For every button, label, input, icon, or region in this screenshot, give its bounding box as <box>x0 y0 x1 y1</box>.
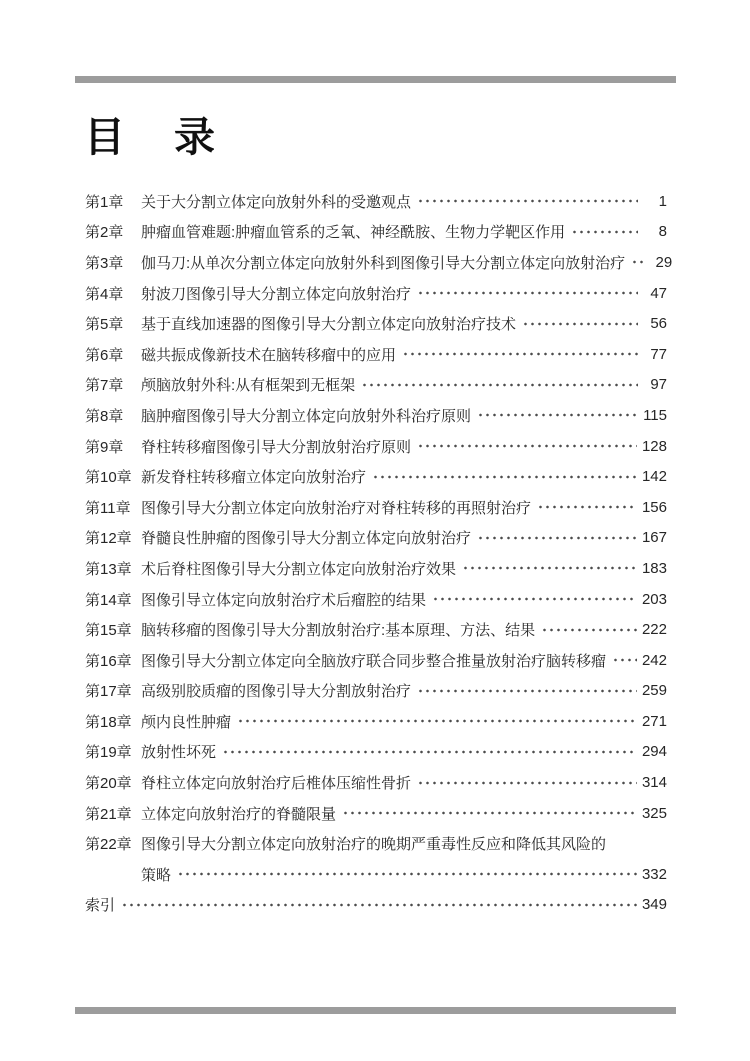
toc-entry <box>85 859 667 890</box>
toc-entry <box>85 247 673 278</box>
chapter-label: 第6章 <box>85 346 124 364</box>
chapter-label: 第1章 <box>85 193 124 211</box>
page-number: 156 <box>641 498 667 516</box>
chapter-label: 第8章 <box>85 407 124 425</box>
toc-entry <box>85 706 667 737</box>
chapter-title: 肿瘤血管难题:肿瘤血管系的乏氧、神经酰胺、生物力学靶区作用 <box>141 224 566 242</box>
chapter-label: 第5章 <box>85 316 124 334</box>
page-number: 203 <box>641 590 667 608</box>
dot-leader <box>417 286 638 300</box>
chapter-label: 第10章 <box>85 469 132 487</box>
toc-entry <box>85 737 667 768</box>
chapter-title: 图像引导立体定向放射治疗术后瘤腔的结果 <box>141 591 427 609</box>
dot-leader <box>417 684 637 698</box>
chapter-label: 第18章 <box>85 713 132 731</box>
dot-leader <box>402 347 638 361</box>
chapter-title: 颅内良性肿瘤 <box>141 713 232 731</box>
chapter-title: 高级别胶质瘤的图像引导大分割放射治疗 <box>141 683 412 701</box>
toc-entry <box>85 614 667 645</box>
dot-leader <box>432 592 637 606</box>
chapter-title: 脑肿瘤图像引导大分割立体定向放射外科治疗原则 <box>141 407 472 425</box>
dot-leader <box>121 898 637 912</box>
page-number: 77 <box>650 345 667 363</box>
toc-entry <box>85 461 667 492</box>
chapter-label: 第3章 <box>85 254 124 272</box>
bottom-rule <box>75 1007 676 1014</box>
toc-entry <box>85 400 667 431</box>
toc-entry <box>85 370 667 401</box>
page-number: 242 <box>641 651 667 669</box>
page-number: 222 <box>641 621 667 639</box>
chapter-label: 第7章 <box>85 377 124 395</box>
toc-entry <box>85 339 667 370</box>
chapter-label: 第14章 <box>85 591 132 609</box>
chapter-title: 关于大分割立体定向放射外科的受邀观点 <box>141 193 412 211</box>
dot-leader <box>417 439 637 453</box>
chapter-title: 放射性坏死 <box>141 744 217 762</box>
dot-leader <box>462 561 637 575</box>
toc-entry <box>85 308 667 339</box>
toc-entry <box>85 492 667 523</box>
chapter-label: 第2章 <box>85 224 124 242</box>
dot-leader <box>477 531 637 545</box>
dot-leader <box>361 378 638 392</box>
dot-leader <box>537 500 637 514</box>
page-number: 349 <box>641 896 667 914</box>
chapter-label: 第15章 <box>85 622 132 640</box>
page-number: 97 <box>650 376 667 394</box>
chapter-label: 第12章 <box>85 530 132 548</box>
dot-leader <box>417 776 637 790</box>
chapter-title: 图像引导大分割立体定向全脑放疗联合同步整合推量放射治疗脑转移瘤 <box>141 652 607 670</box>
chapter-label: 第9章 <box>85 438 124 456</box>
chapter-title-continuation: 策略 <box>141 866 172 884</box>
page-number: 1 <box>658 192 667 210</box>
toc-entry <box>85 767 667 798</box>
chapter-title: 脊柱转移瘤图像引导大分割放射治疗原则 <box>141 438 412 456</box>
dot-leader <box>237 714 637 728</box>
page-number: 47 <box>650 284 667 302</box>
chapter-title: 脊柱立体定向放射治疗后椎体压缩性骨折 <box>141 775 412 793</box>
toc-entry <box>85 584 667 615</box>
dot-leader <box>342 806 637 820</box>
page-number: 142 <box>641 468 667 486</box>
page-number: 128 <box>641 437 667 455</box>
chapter-title: 射波刀图像引导大分割立体定向放射治疗 <box>141 285 412 303</box>
toc-entry <box>85 431 667 462</box>
dot-leader <box>222 745 637 759</box>
chapter-label: 第19章 <box>85 744 132 762</box>
chapter-title: 颅脑放射外科:从有框架到无框架 <box>141 377 356 395</box>
dot-leader <box>612 653 637 667</box>
top-rule <box>75 76 676 83</box>
dot-leader <box>417 194 638 208</box>
page-number: 115 <box>643 406 667 424</box>
dot-leader <box>477 408 638 422</box>
page-number: 325 <box>641 804 667 822</box>
chapter-title: 基于直线加速器的图像引导大分割立体定向放射治疗技术 <box>141 316 517 334</box>
toc-entry <box>85 217 667 248</box>
chapter-label: 第21章 <box>85 805 132 823</box>
dot-leader <box>571 225 638 239</box>
chapter-title: 图像引导大分割立体定向放射治疗对脊柱转移的再照射治疗 <box>141 499 532 517</box>
page-number: 29 <box>655 253 673 271</box>
index-label: 索引 <box>85 897 116 915</box>
chapter-label: 第13章 <box>85 560 132 578</box>
chapter-label: 第4章 <box>85 285 124 303</box>
page-number: 167 <box>641 529 667 547</box>
page-number: 294 <box>641 743 667 761</box>
dot-leader <box>372 470 637 484</box>
dot-leader <box>631 255 643 269</box>
toc-entry <box>85 890 667 921</box>
chapter-label: 第16章 <box>85 652 132 670</box>
toc-entry <box>85 186 667 217</box>
chapter-label: 第20章 <box>85 775 132 793</box>
page-number: 56 <box>650 315 667 333</box>
chapter-title: 脊髓良性肿瘤的图像引导大分割立体定向放射治疗 <box>141 530 472 548</box>
toc-entry <box>85 553 667 584</box>
dot-leader <box>177 867 637 881</box>
chapter-label: 第22章 <box>85 836 132 854</box>
toc-entry <box>85 676 667 707</box>
chapter-label: 第17章 <box>85 683 132 701</box>
toc-entry <box>85 278 667 309</box>
toc-entry <box>85 798 667 829</box>
toc-list <box>85 186 673 920</box>
chapter-label: 第11章 <box>85 499 131 517</box>
chapter-title: 图像引导大分割立体定向放射治疗的晚期严重毒性反应和降低其风险的 <box>141 836 607 854</box>
chapter-title: 磁共振成像新技术在脑转移瘤中的应用 <box>141 346 397 364</box>
page-number: 259 <box>641 682 667 700</box>
chapter-title: 伽马刀:从单次分割立体定向放射外科到图像引导大分割立体定向放射治疗 <box>141 254 626 272</box>
toc-entry <box>85 523 667 554</box>
page-number: 271 <box>641 712 667 730</box>
page-number: 8 <box>658 223 667 241</box>
toc-entry <box>85 828 667 859</box>
chapter-title: 新发脊柱转移瘤立体定向放射治疗 <box>141 469 367 487</box>
page-number: 332 <box>641 865 667 883</box>
page-title: 目 录 <box>84 114 219 160</box>
page-number: 314 <box>641 774 667 792</box>
dot-leader <box>541 623 637 637</box>
toc-entry <box>85 645 667 676</box>
chapter-title: 脑转移瘤的图像引导大分割放射治疗:基本原理、方法、结果 <box>141 622 536 640</box>
page-number: 183 <box>641 559 667 577</box>
dot-leader <box>522 317 638 331</box>
chapter-title: 术后脊柱图像引导大分割立体定向放射治疗效果 <box>141 560 457 578</box>
chapter-title: 立体定向放射治疗的脊髓限量 <box>141 805 337 823</box>
